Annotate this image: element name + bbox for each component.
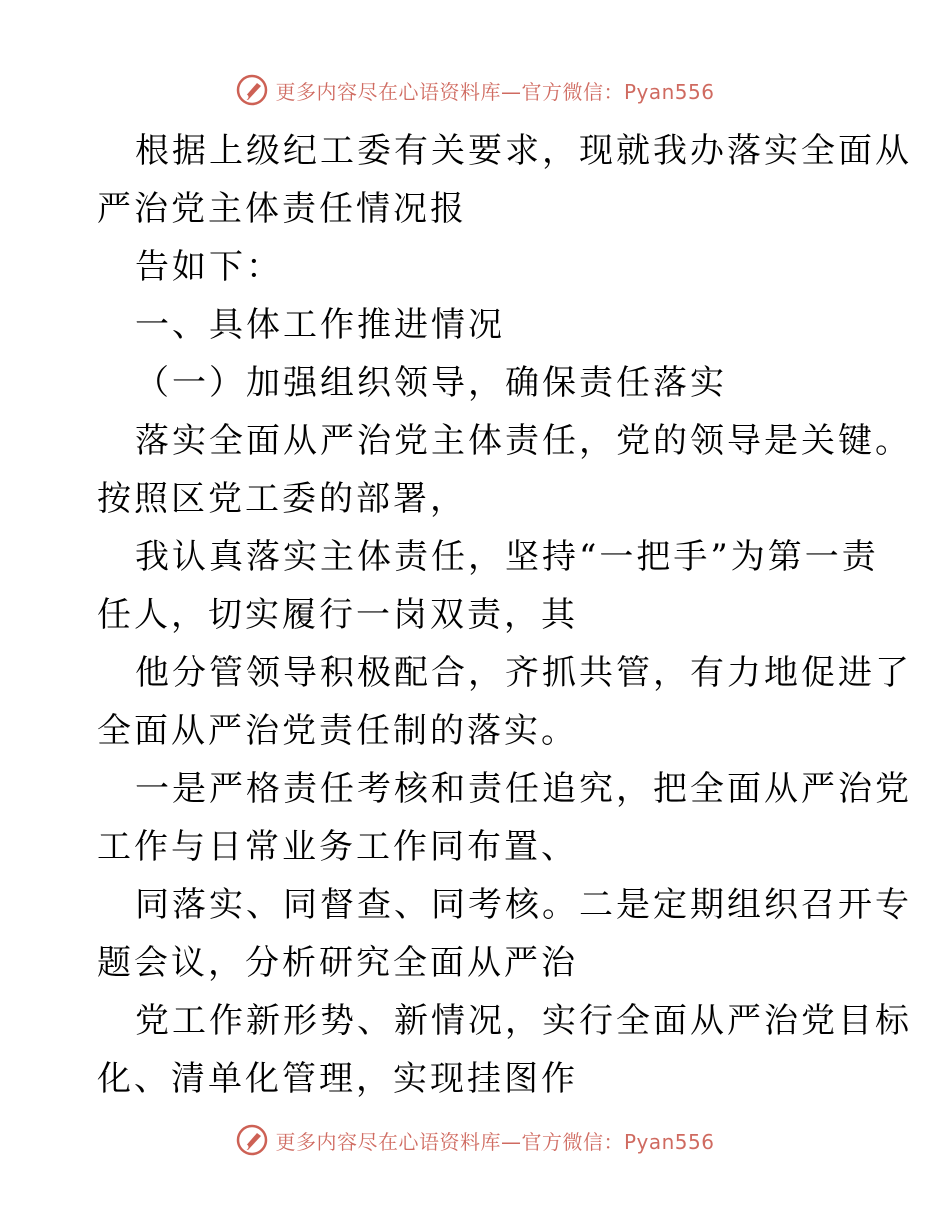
- footer-watermark: [0, 1120, 950, 1160]
- paragraph-line: 化、清单化管理，实现挂图作: [97, 1059, 578, 1099]
- section-heading: 一、具体工作推进情况: [135, 305, 505, 345]
- paragraph-line: 他分管领导积极配合，齐抓共管，有力地促进了: [135, 653, 912, 693]
- paragraph-line: 按照区党工委的部署，: [97, 479, 467, 519]
- document-body: [97, 122, 912, 1108]
- header-watermark-text: 更多内容尽在心语资料库—官方微信：Pyan556: [275, 79, 715, 104]
- paragraph-line: 同落实、同督查、同考核。二是定期组织召开专: [135, 885, 912, 925]
- header-watermark: [0, 70, 950, 110]
- paragraph-line: 党工作新形势、新情况，实行全面从严治党目标: [135, 1001, 912, 1041]
- paragraph-line: 全面从严治党责任制的落实。: [97, 711, 578, 751]
- paragraph-line: 题会议，分析研究全面从严治: [97, 943, 578, 983]
- paragraph-line: 严治党主体责任情况报: [97, 189, 467, 229]
- paragraph-line: 根据上级纪工委有关要求，现就我办落实全面从: [135, 131, 912, 171]
- paragraph-line: 落实全面从严治党主体责任，党的领导是关键。: [135, 421, 912, 461]
- paragraph-line: 任人，切实履行一岗双责，其: [97, 595, 578, 635]
- subsection-heading: （一）加强组织领导，确保责任落实: [135, 363, 727, 403]
- paragraph-line: 告如下：: [135, 247, 283, 287]
- footer-watermark-text: 更多内容尽在心语资料库—官方微信：Pyan556: [275, 1129, 715, 1154]
- paragraph-line: 我认真落实主体责任，坚持“一把手”为第一责: [135, 537, 879, 577]
- pen-logo-icon: [235, 1123, 269, 1157]
- pen-logo-icon: [235, 73, 269, 107]
- paragraph-line: 一是严格责任考核和责任追究，把全面从严治党: [135, 769, 912, 809]
- paragraph-line: 工作与日常业务工作同布置、: [97, 827, 578, 867]
